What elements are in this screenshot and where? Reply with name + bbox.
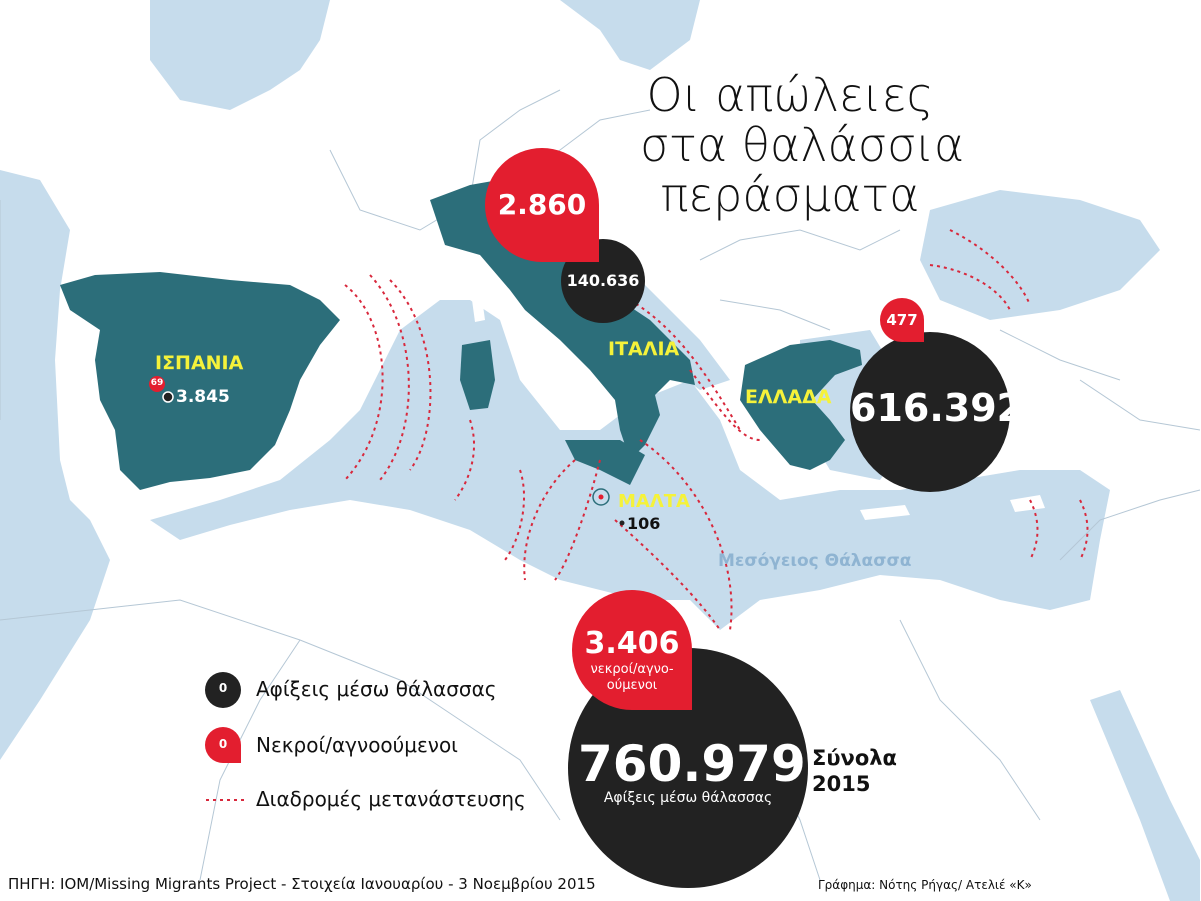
total-dead-caption	[572, 662, 692, 694]
spain-arrivals-bubble	[163, 392, 173, 402]
sea-label: Μεσόγειος Θάλασσα	[718, 551, 912, 571]
italy-label: ΙΤΑΛΙΑ	[608, 338, 680, 360]
malta-label: ΜΑΛΤΑ	[618, 491, 690, 512]
black-sea	[920, 190, 1160, 320]
greece-arrivals-value: 616.392	[850, 386, 1024, 430]
totals-label-line-2: 2015	[812, 772, 871, 796]
spain-dead-value: 69	[150, 378, 164, 388]
total-arrivals-value: 760.979	[578, 735, 806, 793]
malta-arrivals-bubble	[620, 521, 625, 526]
greece-label: ΕΛΛΑΔΑ	[745, 386, 832, 408]
totals-label-line-1: Σύνολα	[812, 746, 897, 770]
spain-shape	[60, 272, 340, 490]
baltic-sea	[560, 0, 700, 70]
legend-dead-label: Νεκροί/αγνοούμενοι	[256, 733, 458, 757]
italy-arrivals-value: 140.636	[566, 271, 640, 290]
malta-arrivals-value: 106	[627, 514, 661, 533]
title-line-2: στα θαλάσσια	[640, 118, 965, 172]
title-line-3: περάσματα	[660, 168, 920, 222]
legend-arrivals-label: Αφίξεις μέσω θάλασσας	[256, 677, 497, 701]
legend-routes-label: Διαδρομές μετανάστευσης	[256, 787, 526, 811]
map-title	[640, 68, 965, 222]
spain-arrivals-value: 3.845	[176, 387, 230, 407]
credit-note: Γράφημα: Νότης Ρήγας/ Ατελιέ «Κ»	[818, 878, 1032, 892]
totals-label	[812, 745, 897, 797]
italy-dead-value: 2.860	[497, 188, 587, 221]
spain-label: ΙΣΠΑΝΙΑ	[155, 352, 244, 374]
red-sea	[1090, 690, 1200, 901]
total-dead-caption-line-2: ούμενοι	[606, 678, 658, 693]
greece-dead-value: 477	[886, 311, 918, 329]
total-arrivals-caption: Αφίξεις μέσω θάλασσας	[603, 790, 773, 806]
total-dead-caption-line-1: νεκροί/αγνο-	[590, 662, 674, 677]
atlantic-ocean	[0, 170, 110, 760]
title-line-1: Οι απώλειες	[646, 68, 934, 122]
north-sea	[150, 0, 330, 110]
legend-arrivals-symbol-text: 0	[218, 681, 228, 695]
source-note: ΠΗΓΗ: IOM/Missing Migrants Project - Στοιχεία Ιανουαρίου - 3 Νοεμβρίου 2015	[8, 875, 596, 893]
legend-dead-symbol-text: 0	[218, 737, 228, 751]
total-dead-value: 3.406	[584, 626, 680, 661]
